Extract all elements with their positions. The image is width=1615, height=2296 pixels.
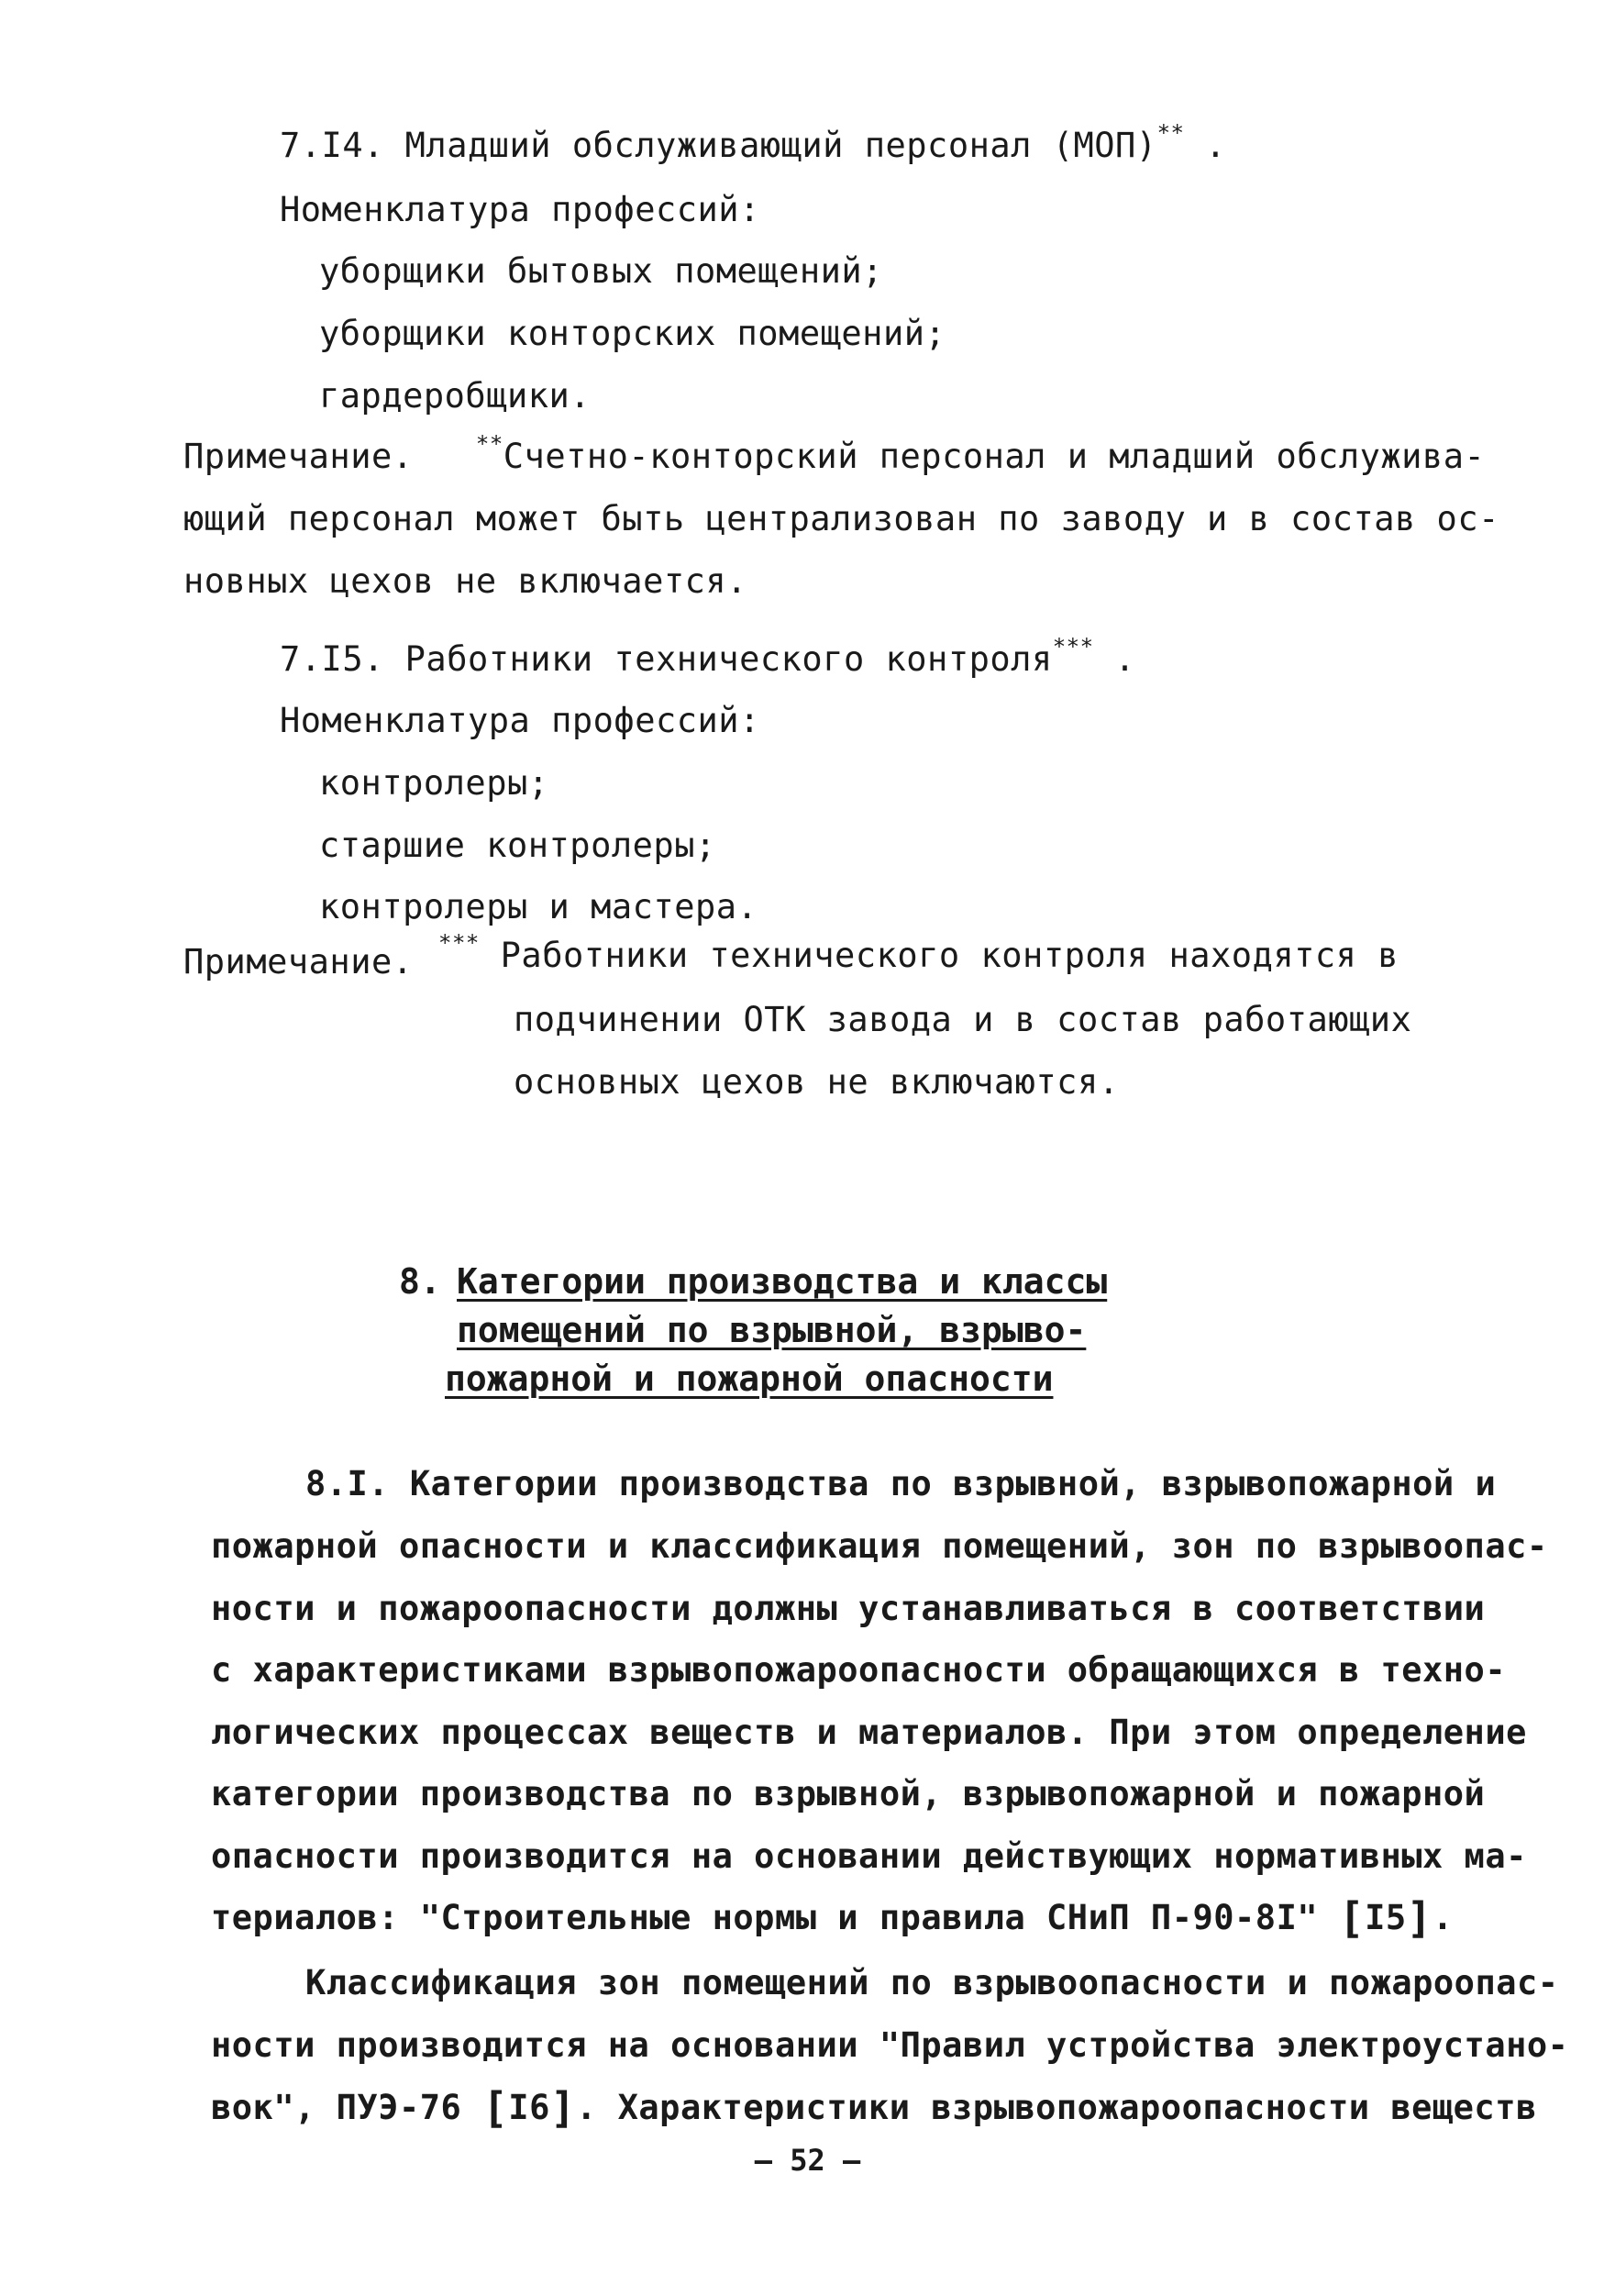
note-text: Счетно-конторский персонал и младший обслужива-: [503, 437, 1486, 476]
section-8-heading-line: помещений по взрывной, взрыво-: [457, 1310, 1087, 1350]
note-text: Работники технического контроля находятся в: [500, 936, 1399, 975]
list-item: уборщики бытовых помещений;: [319, 251, 883, 291]
section-8-heading-line: Категории производства и классы: [457, 1261, 1108, 1302]
note-line: новных цехов не включается.: [183, 561, 747, 601]
section-title-text: 7.I5. Работники технического контроля: [280, 639, 1053, 679]
paragraph-line: Классификация зон помещений по взрывоопасности и пожароопас-: [305, 1963, 1559, 2002]
note-line: подчинении ОТК завода и в состав работающих: [514, 1000, 1412, 1039]
paragraph-text: вок", ПУЭ-76: [211, 2088, 462, 2127]
title-end: .: [1093, 639, 1136, 679]
note-label: Примечание.: [183, 437, 414, 476]
reference: I5: [1365, 1898, 1407, 1937]
section-7-14-title: [280, 120, 1227, 168]
nomenclature-label: Номенклатура профессий:: [280, 190, 760, 229]
list-item: контролеры;: [319, 763, 549, 803]
footnote-mark: **: [475, 431, 503, 457]
paragraph-line: категории производства по взрывной, взрывопожарной и пожарной: [211, 1774, 1486, 1814]
note-line: [183, 431, 1486, 479]
note-line: ющий персонал может быть централизован по заводу и в состав ос-: [183, 499, 1499, 538]
paragraph-text: . Характеристики взрывопожароопасности веществ: [576, 2088, 1537, 2127]
reference: I6: [508, 2088, 550, 2127]
page-number: — 52 —: [754, 2143, 861, 2178]
list-item: контролеры и мастера.: [319, 887, 758, 926]
footnote-mark: ***: [438, 930, 480, 956]
paragraph-line: ности производится на основании "Правил устройства электроустано-: [211, 2025, 1569, 2065]
paragraph-line: ности и пожароопасности должны устанавливаться в соответствии: [211, 1589, 1486, 1628]
paragraph-line: логических процессах веществ и материалов. При этом определение: [211, 1713, 1527, 1752]
list-item: гардеробщики.: [319, 376, 592, 416]
note-line: [438, 930, 1399, 978]
footnote-mark: **: [1156, 120, 1185, 146]
list-item: старшие контролеры;: [319, 826, 716, 865]
paragraph-text: териалов: "Строительные нормы и правила СНиП П-90-8I": [211, 1898, 1319, 1937]
list-item: уборщики конторских помещений;: [319, 314, 946, 353]
section-title-text: 7.I4. Младший обслуживающий персонал (МОП): [280, 126, 1157, 165]
section-7-15-title: [280, 634, 1136, 682]
note-label: Примечание.: [183, 942, 414, 982]
section-8-heading-line: пожарной и пожарной опасности: [445, 1359, 1054, 1399]
nomenclature-label: Номенклатура профессий:: [280, 701, 760, 740]
paragraph-line: пожарной опасности и классификация помещений, зон по взрывоопас-: [211, 1526, 1548, 1566]
section-8-number: 8.: [399, 1261, 441, 1302]
paragraph-line: териалов: "Строительные нормы и правила СНиП П-90-8I" [I5].: [211, 1893, 1454, 1943]
title-end: .: [1184, 126, 1227, 165]
paragraph-line: с характеристиками взрывопожароопасности обращающихся в техно-: [211, 1650, 1507, 1690]
paragraph-line: вок", ПУЭ-76 [I6]. Характеристики взрывопожароопасности веществ: [211, 2083, 1537, 2133]
footnote-mark: ***: [1052, 634, 1094, 660]
paragraph-line: опасности производится на основании действующих нормативных ма-: [211, 1836, 1527, 1876]
note-line: основных цехов не включаются.: [514, 1062, 1120, 1102]
paragraph-line: 8.I. Категории производства по взрывной, взрывопожарной и: [305, 1464, 1497, 1503]
